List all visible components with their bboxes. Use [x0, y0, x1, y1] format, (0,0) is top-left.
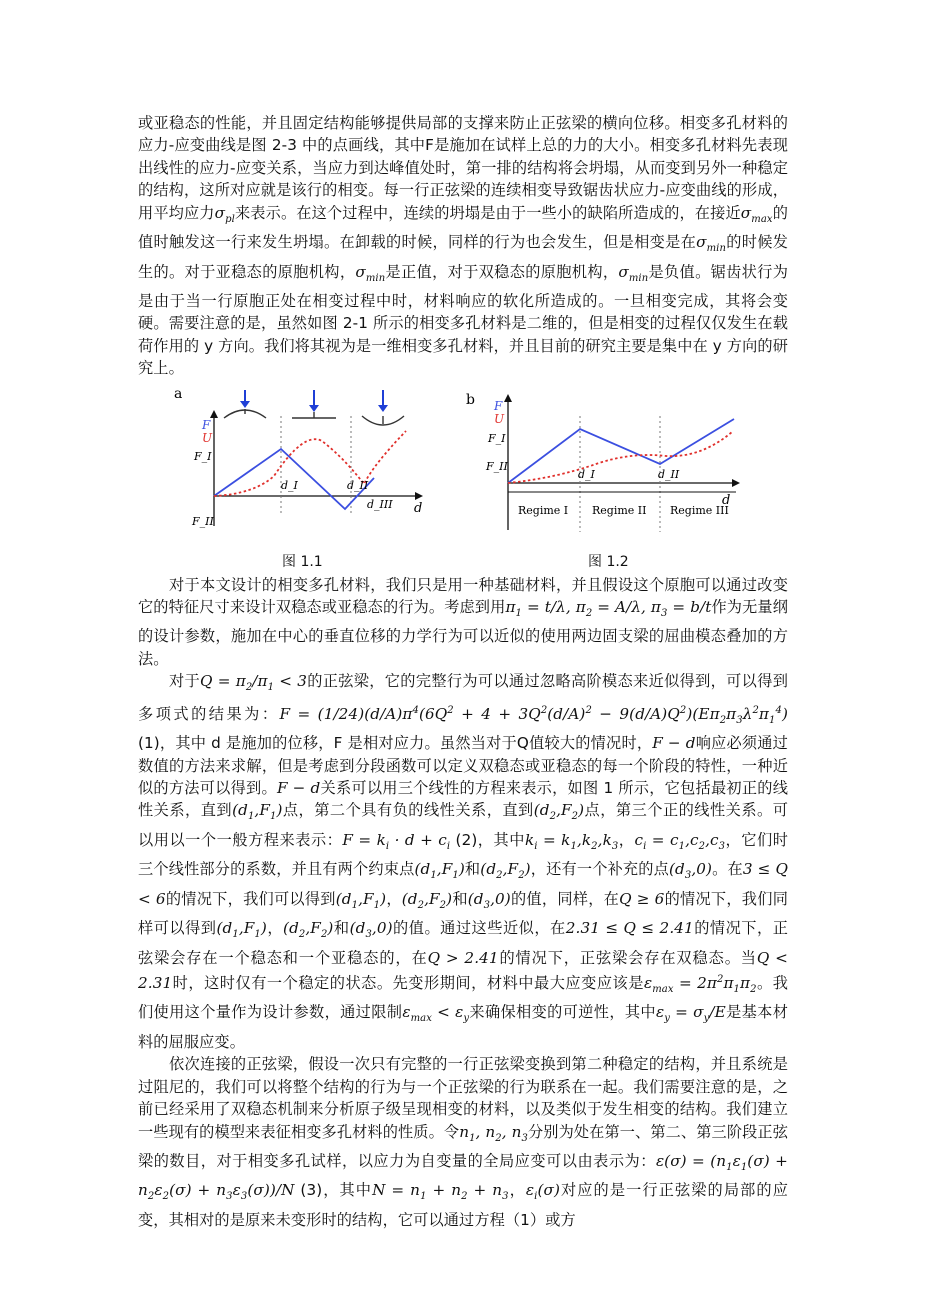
d-label-two: d_II — [347, 478, 369, 492]
figure-row — [138, 386, 788, 574]
figure-caption-a: 图 1.1 — [282, 553, 323, 570]
y-label-force: F — [202, 417, 211, 432]
figure-b — [466, 386, 746, 570]
x-label: d — [414, 500, 423, 516]
energy-curve — [214, 431, 406, 496]
y-label-f-one: F_I — [194, 449, 212, 463]
y-label-energy: U — [494, 411, 505, 426]
y-label-f-two: F_II — [486, 459, 508, 473]
paragraph-2: 对于本文设计的相变多孔材料，我们只是用一种基础材料，并且假设这个原胞可以通过改变它的特征尺寸来设计双稳态或亚稳态的行为。考虑到用$\pi_1 = t/\lambda$, $\pi_2 = A/\lambda$, $\pi_3 = b/t$作为无量纲的设计参数，施加在中心的垂直位移的力学行为可以近似的使用两边固支梁的屈曲模态叠加的方法。 — [138, 575, 789, 668]
panel-label-a: a — [174, 385, 183, 402]
figure-a — [174, 385, 434, 570]
d-label-three: d_III — [367, 497, 393, 511]
regime-label-two: Regime II — [592, 503, 647, 517]
figure-a-plot — [174, 386, 434, 546]
y-label-energy: U — [202, 430, 213, 445]
arrow-icon — [309, 390, 319, 412]
panel-label-b: b — [466, 391, 475, 408]
y-label-f-two: F_II — [192, 514, 214, 528]
figure-b-plot — [466, 386, 746, 546]
paragraph-4: 依次连接的正弦梁，假设一次只有完整的一行正弦梁变换到第二种稳定的结构，并且系统是过阻尼的，我们可以将整个结构的行为与一个正弦梁的行为联系在一起。我们需要注意的是，之前已经采用了双稳态机制来分析原子级呈现相变的材料，以及类似于发生相变的结构。我们建立一些现有的模型来表征相变多孔材料的性质。令$n_1$, $n_2$, $n_3$分别为处在第一、第二、第三阶段正弦梁的数目，对于相变多孔试样，以应力为自变量的全局应变可以由表示为：$\varepsilon(\sigma) = (n_1\varepsilon_1(\sigma) + n_2\varepsilon_2(\sigma) + n_3\varepsilon_3(\sigma))/N$ (3)，其中$N = n_1 + n_2 + n_3$，$\varepsilon_i(\sigma)$对应的是一行正弦梁的局部的应变，其相对的是原来未变形时的结构，它可以通过方程（1）或方 — [138, 1055, 788, 1229]
document-page — [138, 112, 788, 1231]
y-label-force: F — [494, 398, 503, 413]
regime-label-one: Regime I — [518, 503, 569, 517]
regime-label-three: Regime III — [670, 503, 729, 517]
d-label-one: d_I — [578, 467, 595, 481]
d-label-two: d_II — [658, 467, 680, 481]
x-label: d — [722, 492, 731, 508]
arrow-icon — [378, 390, 388, 412]
y-label-f-one: F_I — [488, 431, 506, 445]
d-label-one: d_I — [281, 478, 298, 492]
paragraph-3: 对于$Q = \pi_2/\pi_1 < 3$的正弦梁，它的完整行为可以通过忽略高阶模态来近似得到，可以得到多项式的结果为：$F = (1/24)(d/A)\pi^4(6Q^2 + 4 + 3Q^2(d/A)^2 - 9(d/A)Q^2)(E\pi_2\pi_3\lambda^2\pi_1^4)$ (1)，其中 d 是施加的位移，F 是相对应力。虽然当对于Q值较大的情况时，F − d响应必须通过数值的方法来求解，但是考虑到分段函数可以定义双稳态或亚稳态的每一个阶段的特性，一种近似的方法可以得到。F − d关系可以用三个线性的方程来表示，如图 1 所示，它包括最初正的线性关系，直到$(d_1,F_1)$点，第二个具有负的线性关系，直到$(d_2,F_2)$点，第三个正的线性关系。可以用以一个一般方程来表示：$F = k_i \cdot d + c_i$ (2)，其中$k_i = k_1,k_2,k_3$，$c_i = c_1,c_2,c_3$，它们时三个线性部分的系数，并且有两个约束点$(d_1,F_1)$和$(d_2,F_2)$，还有一个补充的点$(d_3,0)$。在3 ≤ Q < 6的情况下，我们可以得到$(d_1,F_1)$，$(d_2,F_2)$和$(d_3,0)$的值，同样，在Q ≥ 6的情况下，我们同样可以得到$(d_1,F_1)$，$(d_2,F_2)$和$(d_3,0)$的值。通过这些近似，在2.31 ≤ Q ≤ 2.41的情况下，正弦梁会存在一个稳态和一个亚稳态的，在Q > 2.41的情况下，正弦梁会存在双稳态。当Q < 2.31时，这时仅有一个稳定的状态。先变形期间，材料中最大应变应该是$\varepsilon_{max} = 2\pi^2\pi_1\pi_2$。我们使用这个量作为设计参数，通过限制$\varepsilon_{max} < \varepsilon_y$来确保相变的可逆性，其中$\varepsilon_y = \sigma_y/E$是基本材料的屈服应变。 — [138, 672, 789, 1051]
arrow-icon — [240, 390, 250, 408]
figure-caption-b: 图 1.2 — [588, 553, 629, 570]
paragraph-1: 或亚稳态的性能，并且固定结构能够提供局部的支撑来防止正弦梁的横向位移。相变多孔材料的应力-应变曲线是图 2-3 中的点画线，其中F是施加在试样上总的力的大小。相变多孔材料先表现出线性的应力-应变关系，当应力到达峰值处时，第一排的结构将会坍塌，从而变到另外一种稳定的结构，这所对应就是该行的相变。每一行正弦梁的连续相变导致锯齿状应力-应变曲线的形成，用平均应力$\sigma_{pl}$来表示。在这个过程中，连续的坍塌是由于一些小的缺陷所造成的，在接近$\sigma_{max}$的值时触发这一行来发生坍塌。在卸载的时候，同样的行为也会发生，但是相变是在$\sigma_{min}$的时候发生的。对于亚稳态的原胞机构，$\sigma_{min}$是正值，对于双稳态的原胞机构，$\sigma_{min}$是负值。锯齿状行为是由于当一行原胞正处在相变过程中时，材料响应的软化所造成的。一旦相变完成，其将会变硬。需要注意的是，虽然如图 2-1 所示的相变多孔材料是二维的，但是相变的过程仅仅发生在载荷作用的 y 方向。我们将其视为是一维相变多孔材料，并且目前的研究主要是集中在 y 方向的研究上。 — [138, 114, 788, 378]
